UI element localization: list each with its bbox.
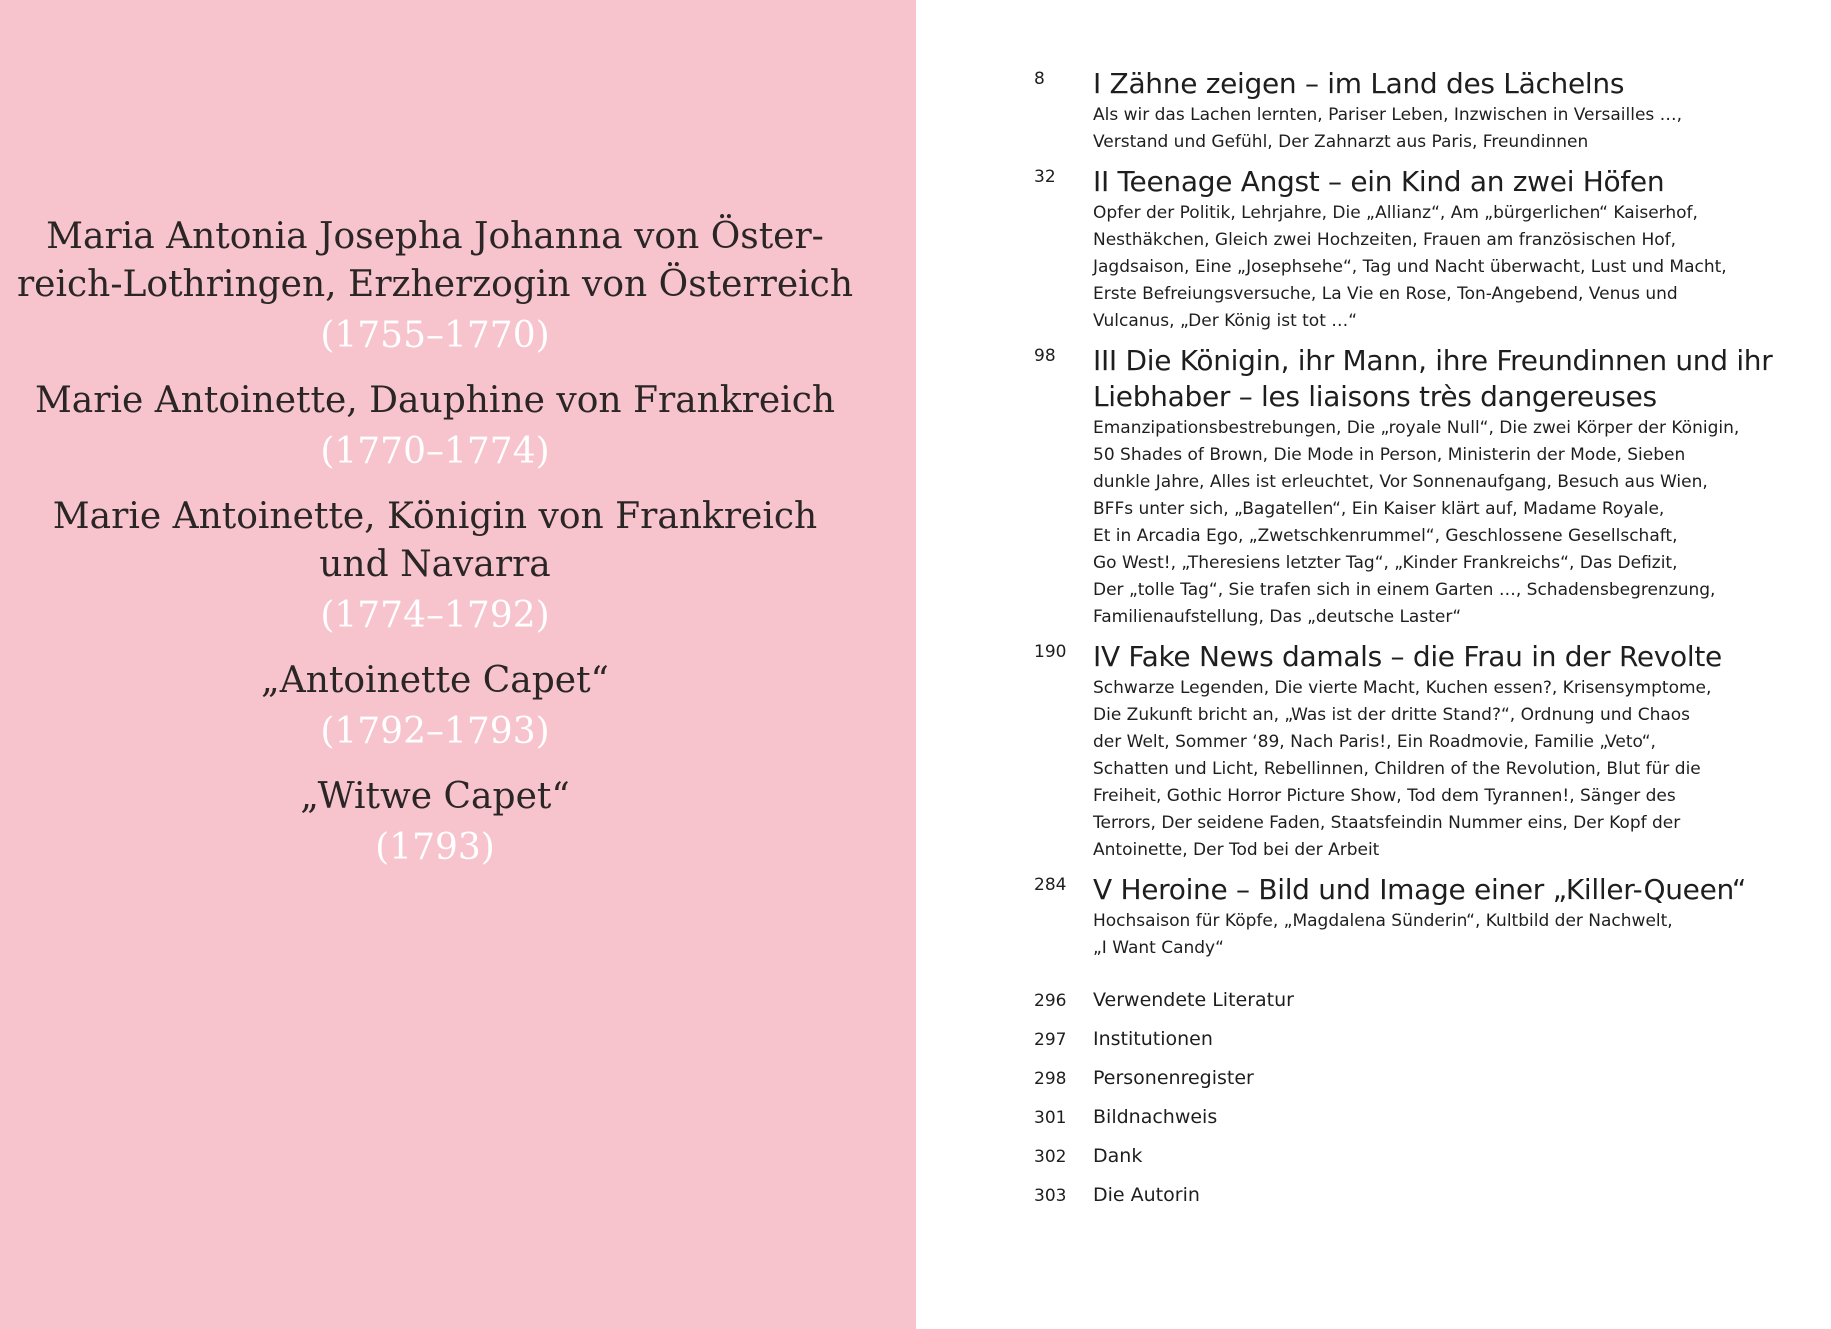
chapter-subsection-line: Jagdsaison, Eine „Josephsehe“, Tag und Nacht überwacht, Lust und Macht, <box>1093 257 1727 277</box>
chapter-page-number: 32 <box>1034 167 1056 187</box>
toc-chapter-2 <box>1034 164 1774 335</box>
chapter-title: V Heroine – Bild und Image einer „Killer-Queen“ <box>1093 873 1747 906</box>
title-years: (1755–1770) <box>320 315 550 356</box>
appendix-item <box>1034 1144 1774 1183</box>
chapter-page-number: 190 <box>1034 642 1067 662</box>
title-list <box>0 213 870 889</box>
chapter-subsection-line: Die Zukunft bricht an, „Was ist der dritte Stand?“, Ordnung und Chaos <box>1093 705 1691 725</box>
title-name-line: „Witwe Capet“ <box>300 776 570 817</box>
chapter-subsection-line: BFFs unter sich, „Bagatellen“, Ein Kaiser klärt auf, Madame Royale, <box>1093 499 1665 519</box>
chapter-subsection-line: Vulcanus, „Der König ist tot …“ <box>1093 311 1358 331</box>
appendix-item <box>1034 1066 1774 1105</box>
chapter-subsection-line: Antoinette, Der Tod bei der Arbeit <box>1093 840 1380 860</box>
chapter-subsection-line: Schatten und Licht, Rebellinnen, Children of the Revolution, Blut für die <box>1093 759 1701 779</box>
appendix-item <box>1034 1183 1774 1222</box>
title-name-line: „Antoinette Capet“ <box>261 660 609 701</box>
appendix-item <box>1034 988 1774 1027</box>
chapter-subsection-line: Als wir das Lachen lernten, Pariser Leben, Inzwischen in Versailles …, <box>1093 105 1683 125</box>
chapter-subsection-line: Familienaufstellung, Das „deutsche Laster“ <box>1093 607 1462 627</box>
chapter-subsection-line: Erste Befreiungsversuche, La Vie en Rose, Ton-Angebend, Venus und <box>1093 284 1678 304</box>
appendix-page-number: 301 <box>1034 1108 1067 1128</box>
chapter-subsection-line: Freiheit, Gothic Horror Picture Show, Tod dem Tyrannen!, Sänger des <box>1093 786 1676 806</box>
appendix-page-number: 298 <box>1034 1069 1067 1089</box>
toc-chapter-1 <box>1034 66 1774 156</box>
chapter-subsection-line: 50 Shades of Brown, Die Mode in Person, Ministerin der Mode, Sieben <box>1093 445 1686 465</box>
chapter-title: Liebhaber – les liaisons très dangereuses <box>1093 380 1657 413</box>
chapter-title: III Die Königin, ihr Mann, ihre Freundinnen und ihr <box>1093 344 1773 377</box>
toc-chapter-5 <box>1034 872 1774 962</box>
chapter-subsection-line: Schwarze Legenden, Die vierte Macht, Kuchen essen?, Krisensymptome, <box>1093 678 1712 698</box>
appendix-label: Verwendete Literatur <box>1093 989 1294 1011</box>
title-name-line: Marie Antoinette, Dauphine von Frankreich <box>34 380 836 421</box>
title-block <box>0 773 870 875</box>
appendix-page-number: 296 <box>1034 991 1067 1011</box>
appendix-page-number: 303 <box>1034 1186 1067 1206</box>
title-block <box>0 213 870 363</box>
title-name-line: Maria Antonia Josepha Johanna von Öster- <box>46 216 824 257</box>
title-years: (1792–1793) <box>320 711 550 752</box>
chapter-title: I Zähne zeigen – im Land des Lächelns <box>1093 67 1625 100</box>
title-name-line: und Navarra <box>319 544 551 585</box>
table-of-contents <box>1034 66 1774 1222</box>
chapter-subsection-line: Der „tolle Tag“, Sie trafen sich in einem Garten …, Schadensbegrenzung, <box>1093 580 1716 600</box>
chapter-subsection-line: Hochsaison für Köpfe, „Magdalena Sünderin“, Kultbild der Nachwelt, <box>1093 911 1673 931</box>
appendix-label: Institutionen <box>1093 1028 1213 1050</box>
chapter-page-number: 284 <box>1034 875 1067 895</box>
toc-chapter-3 <box>1034 343 1774 631</box>
toc-chapter-4 <box>1034 639 1774 864</box>
chapter-page-number: 8 <box>1034 69 1045 89</box>
title-name-line: reich-Lothringen, Erzherzogin von Österreich <box>16 264 854 305</box>
title-block <box>0 493 870 643</box>
title-years: (1770–1774) <box>320 431 550 472</box>
appendix-label: Die Autorin <box>1093 1184 1200 1206</box>
appendix-label: Dank <box>1093 1145 1143 1167</box>
title-block <box>0 377 870 479</box>
chapter-title: IV Fake News damals – die Frau in der Revolte <box>1093 640 1722 673</box>
chapter-subsection-line: Terrors, Der seidene Faden, Staatsfeindin Nummer eins, Der Kopf der <box>1093 813 1681 833</box>
chapter-subsection-line: der Welt, Sommer ‘89, Nach Paris!, Ein Roadmovie, Familie „Veto“, <box>1093 732 1656 752</box>
title-years: (1774–1792) <box>320 595 550 636</box>
chapter-page-number: 98 <box>1034 346 1056 366</box>
appendix-label: Personenregister <box>1093 1067 1254 1089</box>
toc-appendix <box>1034 988 1774 1222</box>
right-page <box>916 0 1831 1329</box>
appendix-page-number: 302 <box>1034 1147 1067 1167</box>
chapter-subsection-line: dunkle Jahre, Alles ist erleuchtet, Vor Sonnenaufgang, Besuch aus Wien, <box>1093 472 1708 492</box>
appendix-item <box>1034 1105 1774 1144</box>
title-name-line: Marie Antoinette, Königin von Frankreich <box>52 496 818 537</box>
chapter-title: II Teenage Angst – ein Kind an zwei Höfen <box>1093 165 1665 198</box>
title-years: (1793) <box>375 827 495 868</box>
chapter-subsection-line: Go West!, „Theresiens letzter Tag“, „Kinder Frankreichs“, Das Defizit, <box>1093 553 1678 573</box>
appendix-page-number: 297 <box>1034 1030 1067 1050</box>
appendix-item <box>1034 1027 1774 1066</box>
chapter-subsection-line: „I Want Candy“ <box>1093 938 1224 958</box>
chapter-subsection-line: Verstand und Gefühl, Der Zahnarzt aus Paris, Freundinnen <box>1093 132 1589 152</box>
chapter-subsection-line: Nesthäkchen, Gleich zwei Hochzeiten, Frauen am französischen Hof, <box>1093 230 1677 250</box>
chapter-subsection-line: Opfer der Politik, Lehrjahre, Die „Allianz“, Am „bürgerlichen“ Kaiserhof, <box>1093 203 1698 223</box>
chapter-subsection-line: Emanzipationsbestrebungen, Die „royale Null“, Die zwei Körper der Königin, <box>1093 418 1740 438</box>
chapter-subsection-line: Et in Arcadia Ego, „Zwetschkenrummel“, Geschlossene Gesellschaft, <box>1093 526 1678 546</box>
appendix-label: Bildnachweis <box>1093 1106 1218 1128</box>
title-block <box>0 657 870 759</box>
